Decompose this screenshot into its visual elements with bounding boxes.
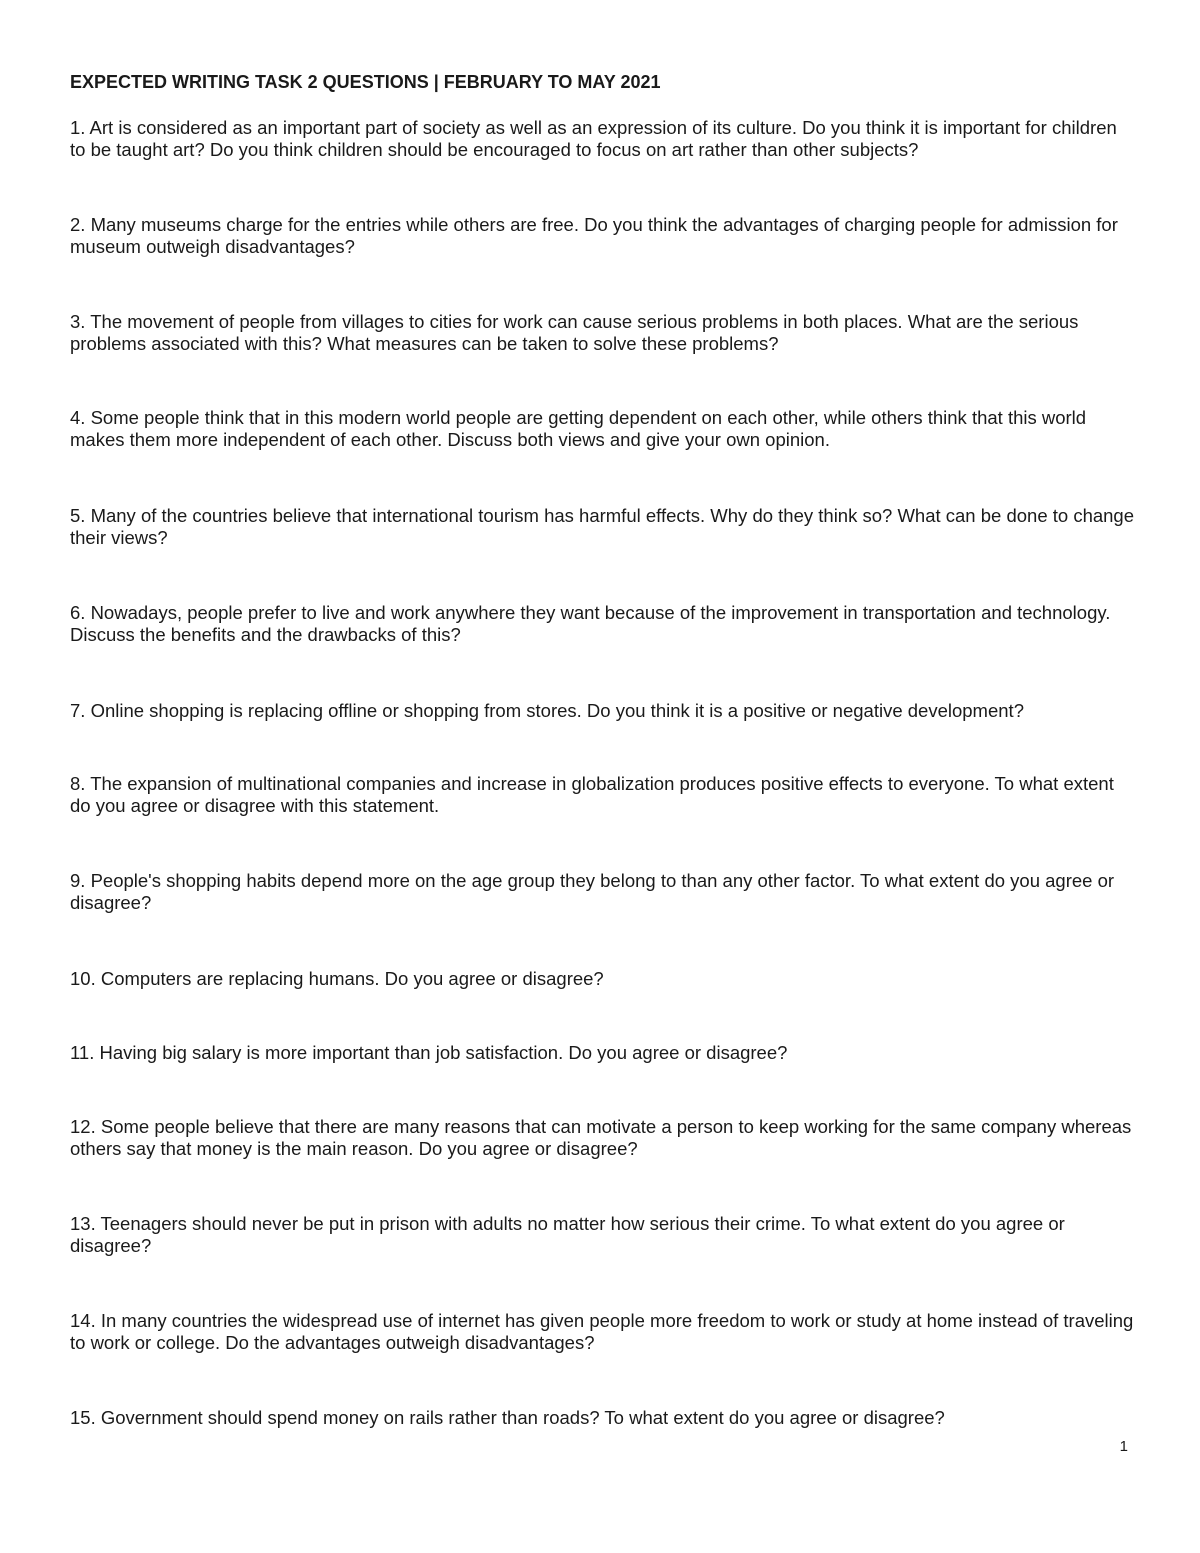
- question-item: 13. Teenagers should never be put in prison with adults no matter how serious their crime. To what extent do you agree or disagree?: [70, 1213, 1065, 1256]
- question-item: 11. Having big salary is more important than job satisfaction. Do you agree or disagree?: [70, 1042, 788, 1063]
- question-item: 10. Computers are replacing humans. Do you agree or disagree?: [70, 968, 604, 989]
- question-item: 7. Online shopping is replacing offline or shopping from stores. Do you think it is a positive or negative development?: [70, 700, 1024, 721]
- question-item: 5. Many of the countries believe that international tourism has harmful effects. Why do they think so? What can be done to change their views?: [70, 505, 1135, 548]
- page-number: 1: [1119, 1438, 1128, 1455]
- question-item: 9. People's shopping habits depend more on the age group they belong to than any other factor. To what extent do you agree or disagree?: [70, 870, 1115, 913]
- question-item: 12. Some people believe that there are many reasons that can motivate a person to keep working for the same company whereas others say that money is the main reason. Do you agree or disagree?: [70, 1116, 1132, 1159]
- question-item: 14. In many countries the widespread use of internet has given people more freedom to work or study at home instead of traveling to work or college. Do the advantages outweigh disadvantages?: [70, 1310, 1134, 1353]
- question-item: 2. Many museums charge for the entries while others are free. Do you think the advantages of charging people for admission for museum outweigh disadvantages?: [70, 214, 1118, 257]
- question-item: 3. The movement of people from villages to cities for work can cause serious problems in both places. What are the serious problems associated with this? What measures can be taken to solve these problems?: [70, 311, 1079, 354]
- document-title: EXPECTED WRITING TASK 2 QUESTIONS | FEBRUARY TO MAY 2021: [70, 72, 661, 92]
- question-item: 15. Government should spend money on rails rather than roads? To what extent do you agree or disagree?: [70, 1407, 945, 1428]
- question-item: 1. Art is considered as an important part of society as well as an expression of its culture. Do you think it is important for children to be taught art? Do you think children should be encouraged to focus on art rather than other subjects?: [70, 117, 1117, 160]
- question-item: 8. The expansion of multinational companies and increase in globalization produces positive effects to everyone. To what extent do you agree or disagree with this statement.: [70, 773, 1114, 816]
- question-item: 4. Some people think that in this modern world people are getting dependent on each other, while others think that this world makes them more independent of each other. Discuss both views and give your own opinion.: [70, 407, 1087, 450]
- question-item: 6. Nowadays, people prefer to live and work anywhere they want because of the improvement in transportation and technology. Discuss the benefits and the drawbacks of this?: [70, 602, 1111, 645]
